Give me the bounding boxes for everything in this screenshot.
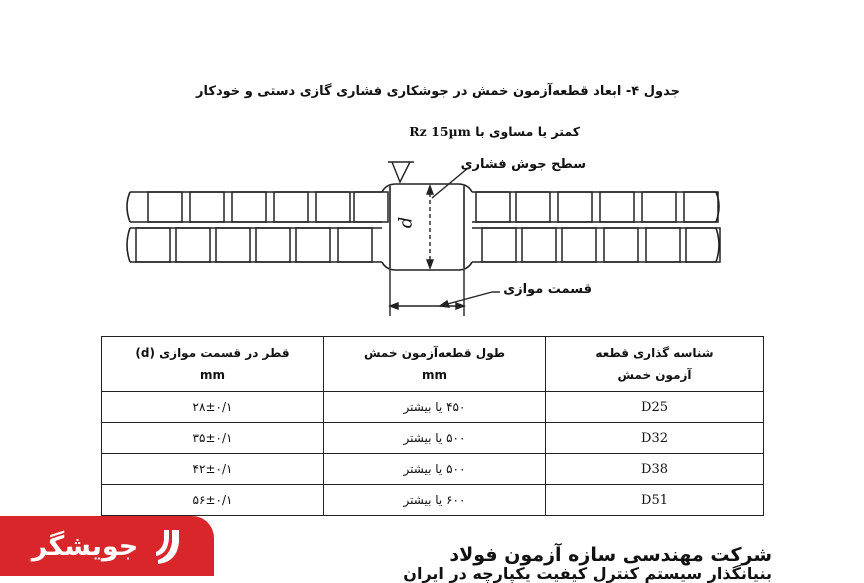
rebar-rib-bottom <box>522 228 556 262</box>
logo-mark-icon <box>152 526 182 566</box>
company-tagline: بنیانگذار سیستم کنترل کیفیت یکپارچه در ایران <box>403 564 772 583</box>
rebar-rib-top <box>684 192 718 222</box>
code-cell: D25 <box>546 392 764 423</box>
roughness-symbol <box>392 162 410 182</box>
header-length: طول قطعه‌آزمون خمش mm <box>324 337 546 392</box>
rebar-rib-top <box>354 192 388 222</box>
table-caption: جدول ۴- ابعاد قطعه‌آزمون خمش در جوشکاری فشاری گازی دستی و خودکار <box>196 84 680 99</box>
specimen-dimensions-table <box>101 336 764 516</box>
rebar-rib-top <box>600 192 634 222</box>
length-cell: ۶۰۰ یا بیشتر <box>324 485 546 516</box>
length-cell: ۴۵۰ یا بیشتر <box>324 392 546 423</box>
table-row <box>102 485 764 516</box>
diameter-cell: ۵۶±۰/۱ <box>102 485 324 516</box>
weld-surface-label: سطح جوش فشاری <box>460 157 586 172</box>
weld-surface-leader <box>432 168 468 198</box>
roughness-note <box>380 124 580 139</box>
code-cell: D38 <box>546 454 764 485</box>
parallel-section-label: قسمت موازی <box>503 282 592 297</box>
diameter-symbol: d <box>395 216 417 229</box>
roughness-value: Rz 15µm <box>409 124 471 139</box>
rebar-rib-bottom <box>604 228 638 262</box>
rebar-rib-bottom <box>136 228 170 262</box>
table-row <box>102 392 764 423</box>
roughness-text: کمتر یا مساوی با <box>475 124 580 139</box>
rebar-rib-top <box>476 192 510 222</box>
rebar-rib-top <box>642 192 676 222</box>
rebar-rib-top <box>148 192 182 222</box>
logo-text: جویشگر <box>31 530 139 562</box>
length-cell: ۵۰۰ یا بیشتر <box>324 423 546 454</box>
code-cell: D32 <box>546 423 764 454</box>
header-diameter: قطر در قسمت موازی (d) mm <box>102 337 324 392</box>
rebar-rib-bottom <box>686 228 720 262</box>
diameter-cell: ۳۵±۰/۱ <box>102 423 324 454</box>
brand-logo[interactable] <box>0 516 214 576</box>
rebar-rib-bottom <box>482 228 516 262</box>
rebar-rib-top <box>316 192 350 222</box>
rebar-rib-bottom <box>256 228 290 262</box>
length-cell: ۵۰۰ یا بیشتر <box>324 454 546 485</box>
rebar-rib-bottom <box>176 228 210 262</box>
table-header-row <box>102 337 764 392</box>
rebar-rib-bottom <box>562 228 596 262</box>
diameter-cell: ۴۲±۰/۱ <box>102 454 324 485</box>
rebar-rib-top <box>274 192 308 222</box>
rebar-rib-bottom <box>646 228 680 262</box>
header-code: شناسه گذاری قطعه آزمون خمش <box>546 337 764 392</box>
diameter-cell: ۲۸±۰/۱ <box>102 392 324 423</box>
table-row <box>102 423 764 454</box>
rebar-rib-top <box>232 192 266 222</box>
company-name: شرکت مهندسی سازه آزمون فولاد <box>449 544 772 566</box>
table-row <box>102 454 764 485</box>
rebar-rib-top <box>558 192 592 222</box>
code-cell: D51 <box>546 485 764 516</box>
rebar-rib-bottom <box>338 228 372 262</box>
rebar-rib-top <box>190 192 224 222</box>
rebar-rib-bottom <box>216 228 250 262</box>
rebar-rib-top <box>516 192 550 222</box>
rebar-rib-bottom <box>296 228 330 262</box>
